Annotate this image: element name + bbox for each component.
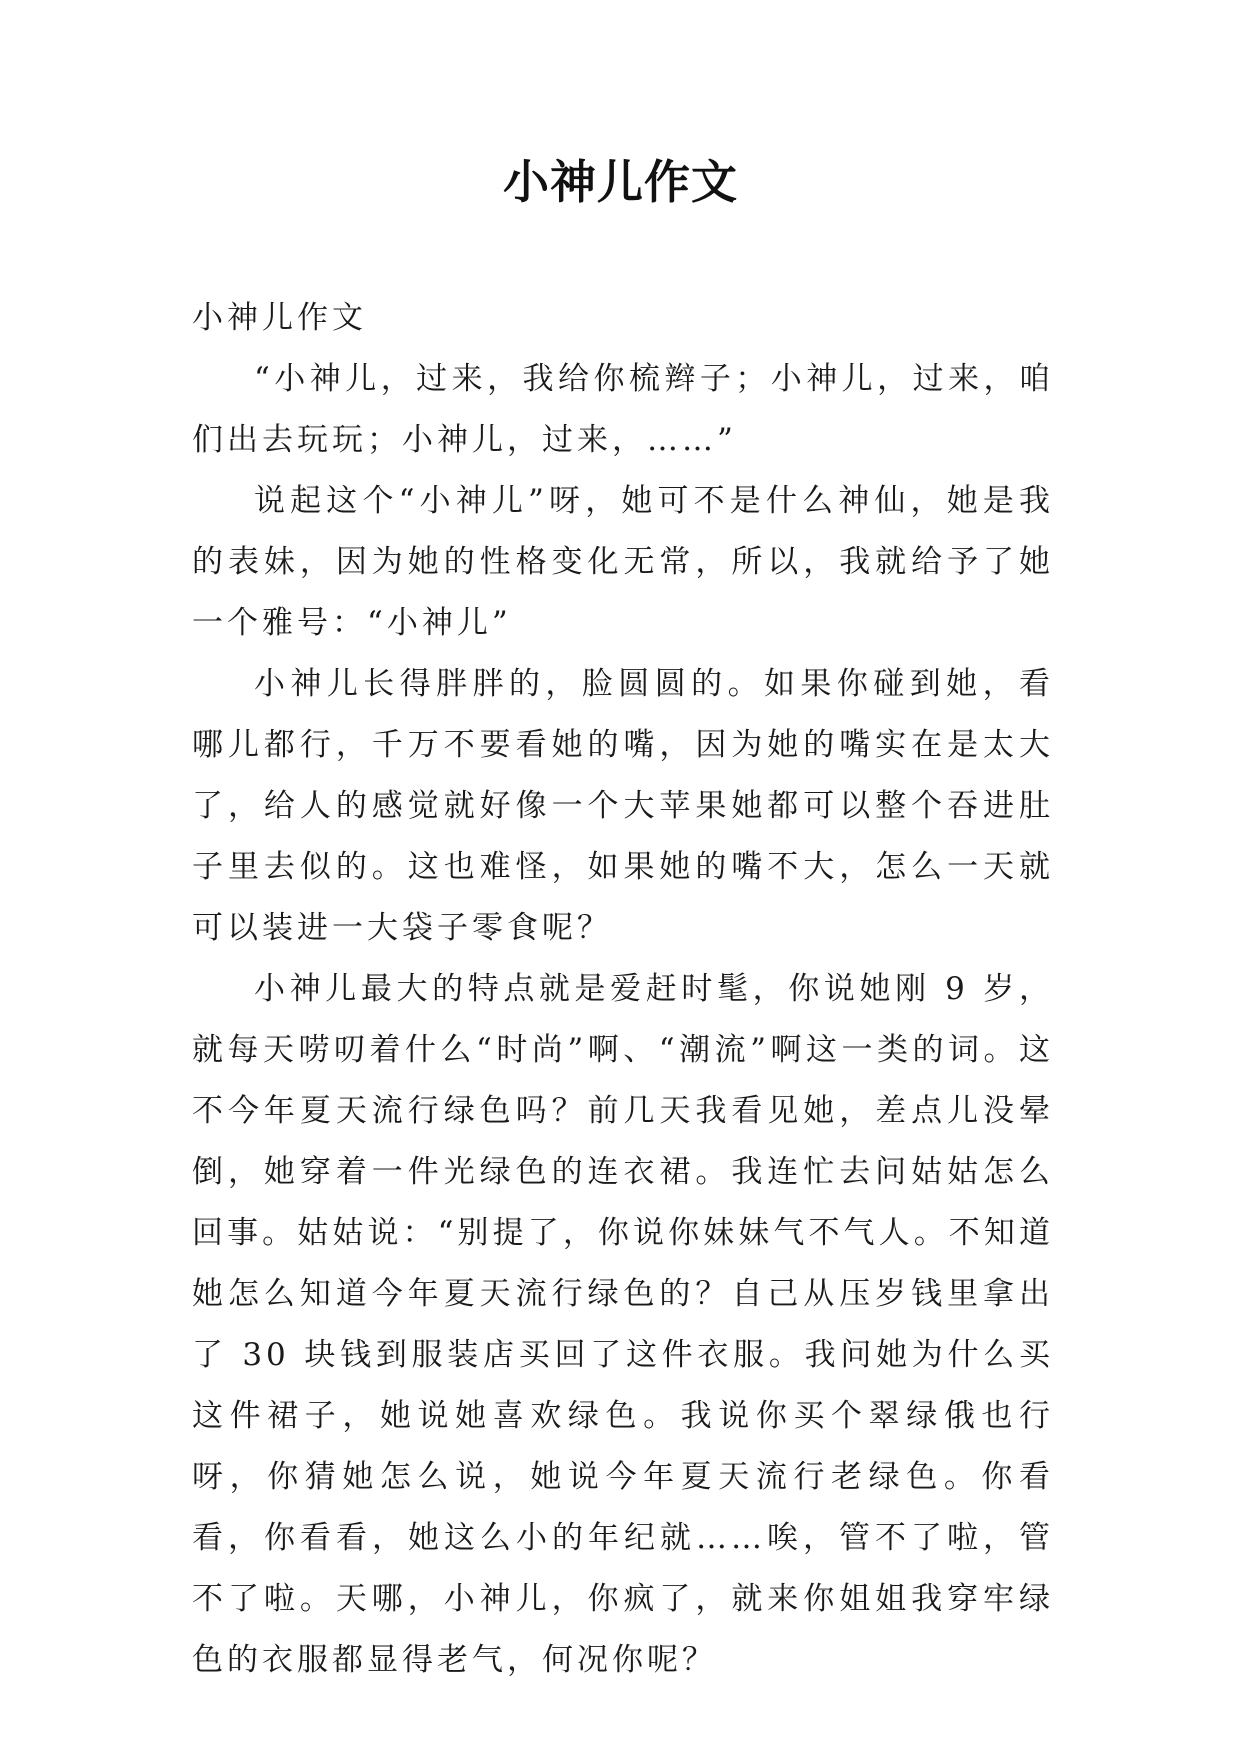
paragraph-2: 说起这个“小神儿”呀，她可不是什么神仙，她是我的表妹，因为她的性格变化无常，所以，我就给予了她一个雅号：“小神儿” xyxy=(192,483,1054,641)
paragraph-heading: 小神儿作文 xyxy=(192,300,367,336)
paragraph-3: 小神儿长得胖胖的，脸圆圆的。如果你碰到她，看哪儿都行，千万不要看她的嘴，因为她的嘴实在是太大了，给人的感觉就好像一个大苹果她都可以整个吞进肚子里去似的。这也难怪，如果她的嘴不大，怎么一天就可以装进一大袋子零食呢？ xyxy=(192,666,1054,946)
paragraph-4: 小神儿最大的特点就是爱赶时髦，你说她刚 9 岁，就每天唠叨着什么“时尚”啊、“潮流”啊这一类的词。这不今年夏天流行绿色吗？前几天我看见她，差点儿没晕倒，她穿着一件光绿色的连衣裙。我连忙去问姑姑怎么回事。姑姑说：“别提了，你说你妹妹气不气人。不知道她怎么知道今年夏天流行绿色的？自己从压岁钱里拿出了 30 块钱到服装店买回了这件衣服。我问她为什么买这件裙子，她说她喜欢绿色。我说你买个翠绿俄也行呀，你猜她怎么说，她说今年夏天流行老绿色。你看看，你看看，她这么小的年纪就……唉，管不了啦，管不了啦。天哪，小神儿，你疯了，就来你姐姐我穿牢绿色的衣服都显得老气，何况你呢？ xyxy=(192,971,1054,1678)
paragraph-1: “小神儿，过来，我给你梳辫子；小神儿，过来，咱们出去玩玩；小神儿，过来，……” xyxy=(192,361,1054,458)
document-title: 小神儿作文 xyxy=(503,155,738,209)
document-body xyxy=(192,288,1054,1691)
